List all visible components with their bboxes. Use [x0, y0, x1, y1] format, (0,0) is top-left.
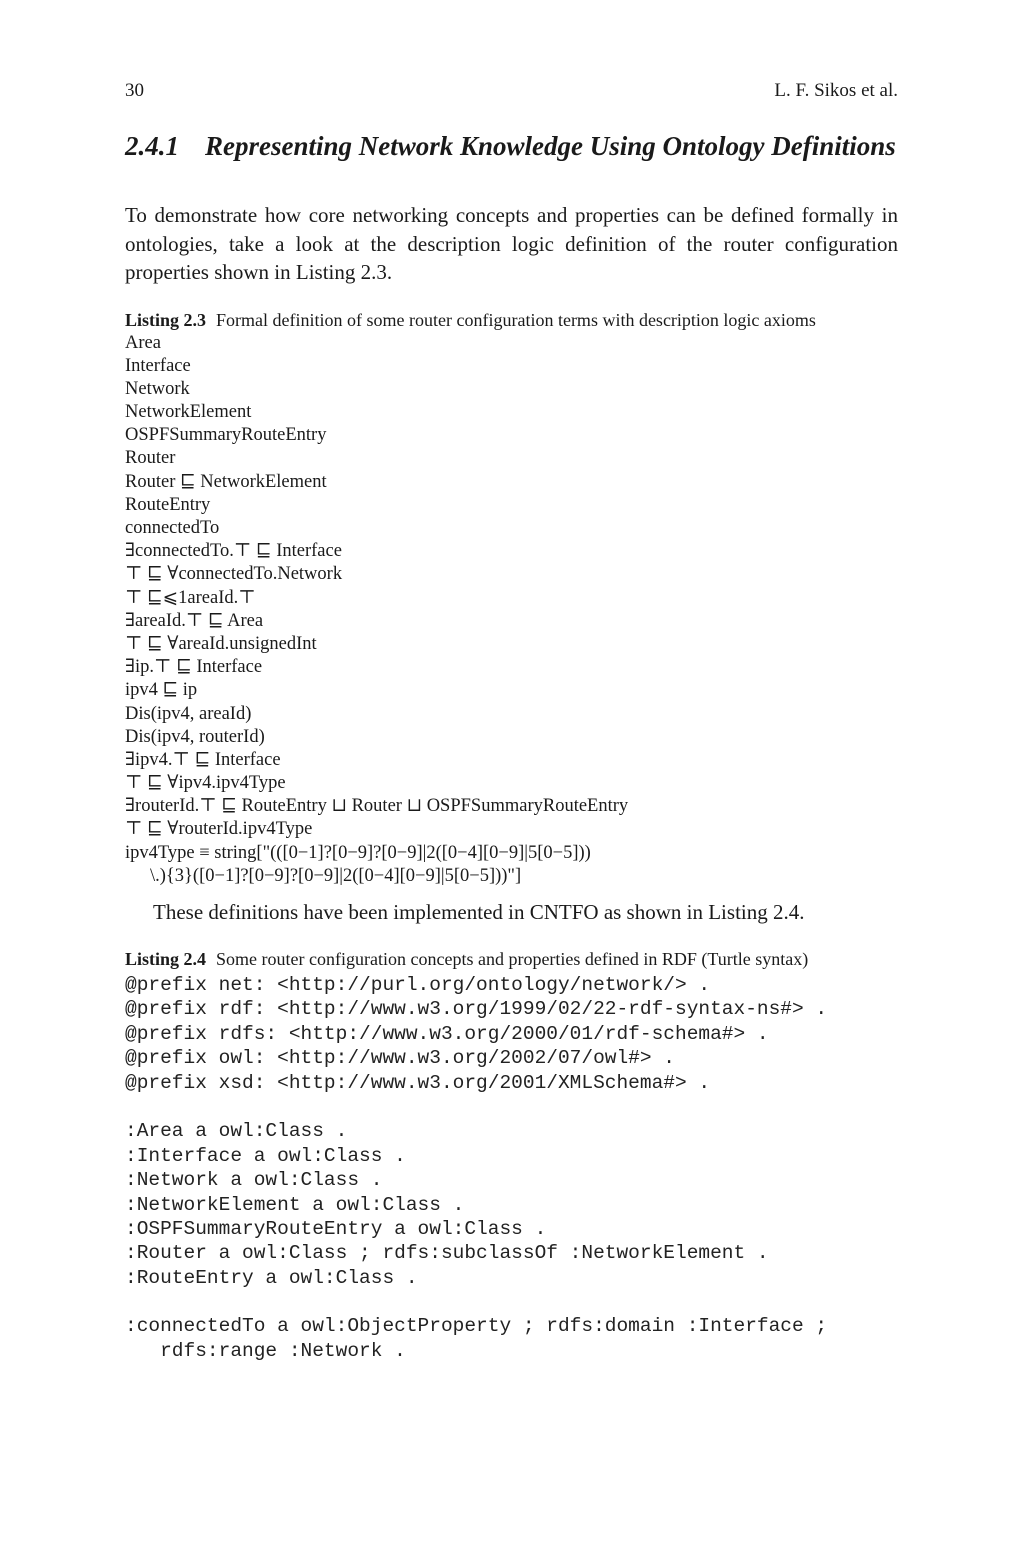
- axiom-line: ⊤ ⊑ ∀areaId.unsignedInt: [125, 633, 317, 654]
- axiom-line: NetworkElement: [125, 402, 252, 423]
- axiom-line: ∃areaId.⊤ ⊑ Area: [125, 610, 264, 631]
- axiom-line: ∃ipv4.⊤ ⊑ Interface: [125, 749, 281, 770]
- axiom-line: ⊤ ⊑ ∀connectedTo.Network: [125, 564, 343, 585]
- code-line: @prefix xsd: <http://www.w3.org/2001/XMLSchema#> .: [125, 1071, 711, 1094]
- code-line: :OSPFSummaryRouteEntry a owl:Class .: [125, 1217, 547, 1240]
- listing-label: Listing 2.3: [125, 309, 207, 330]
- running-head-authors: L. F. Sikos et al.: [774, 80, 898, 101]
- description-logic-listing: [125, 332, 898, 889]
- bridge-paragraph: These definitions have been implemented in CNTFO as shown in Listing 2.4.: [153, 900, 805, 924]
- axiom-line: OSPFSummaryRouteEntry: [125, 425, 327, 446]
- axiom-line: ⊤ ⊑ ∀ipv4.ipv4Type: [125, 773, 286, 794]
- axiom-line: Network: [125, 378, 190, 399]
- code-line: @prefix net: <http://purl.org/ontology/network/> .: [125, 974, 711, 996]
- book-page: [125, 78, 898, 1363]
- code-line: :Interface a owl:Class .: [125, 1144, 406, 1167]
- page-number: 30: [125, 80, 144, 101]
- listing-2-4-caption: [125, 947, 898, 971]
- axiom-line: ∃connectedTo.⊤ ⊑ Interface: [125, 541, 342, 562]
- code-line: :connectedTo a owl:ObjectProperty ; rdfs:domain :Interface ;: [125, 1315, 828, 1338]
- code-line: :Network a owl:Class .: [125, 1169, 383, 1192]
- axiom-line: Router ⊑ NetworkElement: [125, 471, 327, 492]
- axiom-line: Dis(ipv4, routerId): [125, 726, 265, 747]
- code-line: [125, 1095, 898, 1119]
- listing-2-3-caption: [125, 308, 898, 332]
- section-title: Representing Network Knowledge Using Ontology Definitions: [205, 131, 896, 161]
- axiom-line: ∃ip.⊤ ⊑ Interface: [125, 657, 263, 678]
- axiom-line: ∃routerId.⊤ ⊑ RouteEntry ⊔ Router ⊔ OSPFSummaryRouteEntry: [125, 796, 629, 817]
- turtle-code-listing: [125, 973, 898, 1363]
- code-line: :Router a owl:Class ; rdfs:subclassOf :NetworkElement .: [125, 1242, 769, 1265]
- axiom-line: Interface: [125, 355, 191, 376]
- axiom-line: Dis(ipv4, areaId): [125, 703, 252, 724]
- axiom-line: Area: [125, 332, 161, 353]
- axiom-line: ipv4 ⊑ ip: [125, 680, 198, 701]
- section-number: 2.4.1: [125, 131, 179, 161]
- intro-paragraph: To demonstrate how core networking concepts and properties can be defined formally in ontologies, take a look at the description logic definition of the router configuration properties shown in Listing 2.3.: [125, 203, 898, 284]
- listing-caption-text: Some router configuration concepts and properties defined in RDF (Turtle syntax): [216, 949, 809, 969]
- axiom-line: Router: [125, 448, 176, 469]
- code-line: rdfs:range :Network .: [125, 1339, 406, 1362]
- axiom-line: \.){3}([0−1]?[0−9]?[0−9]|2([0−4][0−9]|5[0−5]))"]: [150, 865, 522, 886]
- axiom-line: ⊤ ⊑⩽1areaId.⊤: [125, 587, 256, 608]
- code-line: @prefix rdf: <http://www.w3.org/1999/02/22-rdf-syntax-ns#> .: [125, 998, 828, 1021]
- axiom-line: ⊤ ⊑ ∀routerId.ipv4Type: [125, 819, 313, 840]
- code-line: :RouteEntry a owl:Class .: [125, 1266, 418, 1289]
- section-heading: [125, 130, 898, 163]
- code-line: :Area a owl:Class .: [125, 1120, 348, 1143]
- axiom-line: connectedTo: [125, 518, 220, 538]
- axiom-line: RouteEntry: [125, 494, 211, 515]
- code-line: @prefix rdfs: <http://www.w3.org/2000/01/rdf-schema#> .: [125, 1022, 769, 1045]
- code-line: :NetworkElement a owl:Class .: [125, 1193, 465, 1216]
- code-line: [125, 1290, 898, 1314]
- listing-label: Listing 2.4: [125, 949, 207, 969]
- code-line: @prefix owl: <http://www.w3.org/2002/07/owl#> .: [125, 1047, 675, 1070]
- running-head: [125, 78, 898, 104]
- listing-caption-text: Formal definition of some router configuration terms with description logic axioms: [216, 309, 816, 330]
- axiom-line: ipv4Type ≡ string["(([0−1]?[0−9]?[0−9]|2([0−4][0−9]|5[0−5])): [125, 842, 591, 863]
